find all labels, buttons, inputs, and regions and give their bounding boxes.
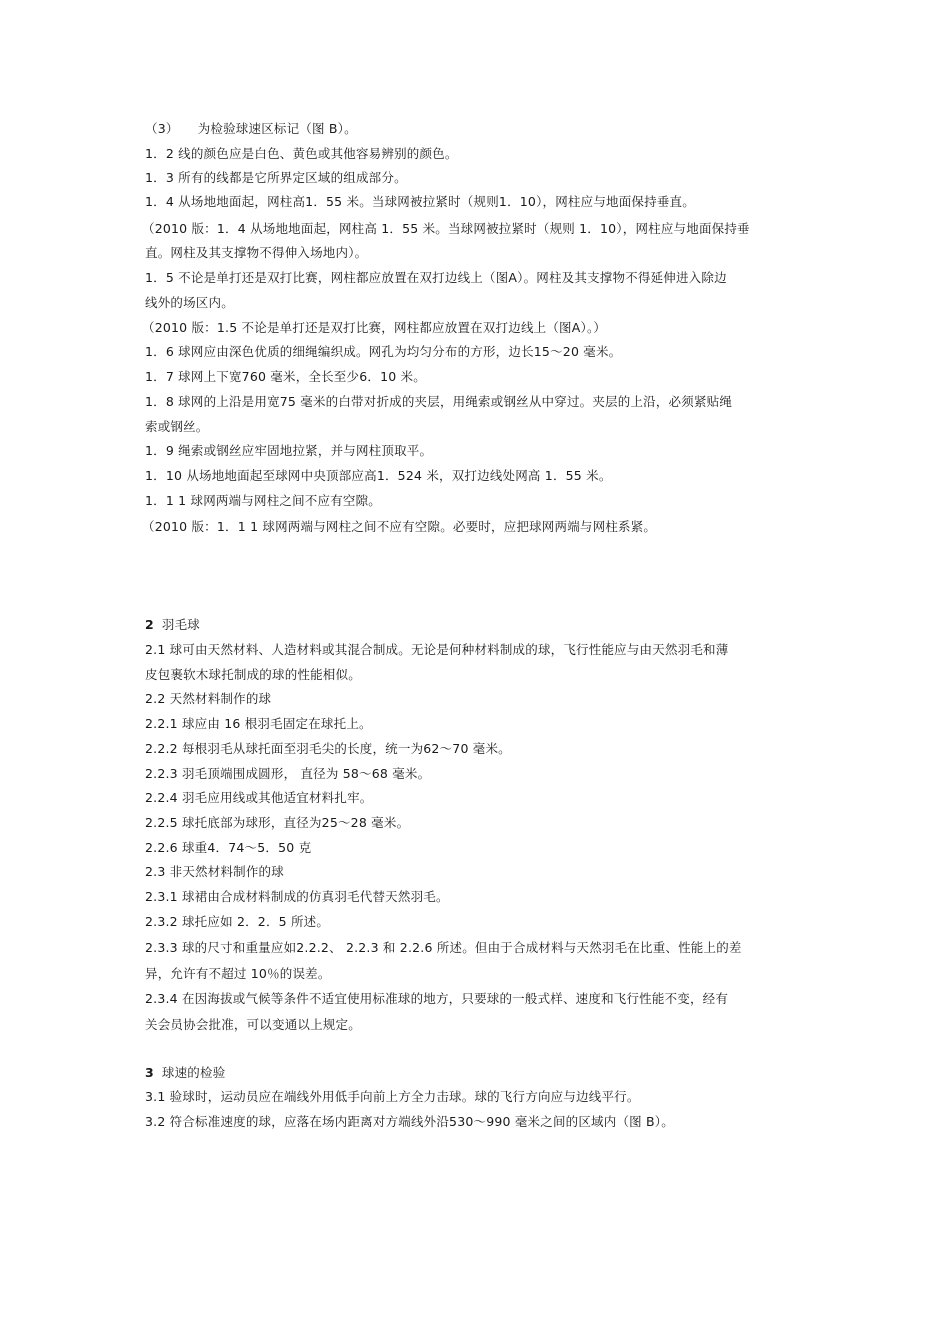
text-line: 1．3 所有的线都是它所界定区域的组成部分。: [145, 170, 407, 185]
text-line: 2.2 天然材料制作的球: [145, 691, 272, 706]
text-line: 1．2 线的颜色应是白色、黄色或其他容易辨别的颜色。: [145, 146, 458, 161]
text-line: 直。网柱及其支撑物不得伸入场地内）。: [145, 245, 368, 260]
text-line: 2.2.2 每根羽毛从球托面至羽毛尖的长度，统一为62～70 毫米。: [145, 741, 511, 756]
section-title: 球速的检验: [161, 1065, 226, 1080]
text-line: 1．7 球网上下宽760 毫米，全长至少6．10 米。: [145, 369, 426, 384]
text-line: 2.3.1 球裙由合成材料制成的仿真羽毛代替天然羽毛。: [145, 889, 449, 904]
text-line: （2010 版：1.5 不论是单打还是双打比赛，网柱都应放置在双打边线上（图A）。）: [142, 320, 607, 335]
text-line: 索或钢丝。: [145, 419, 209, 434]
text-line: 2.2.5 球托底部为球形，直径为25～28 毫米。: [145, 815, 410, 830]
text-line: 2.2.3 羽毛顶端围成圆形， 直径为 58～68 毫米。: [145, 766, 431, 781]
text-line: 异，允许有不超过 10％的误差。: [145, 966, 331, 981]
section-heading: [145, 617, 200, 633]
text-line: 2.3 非天然材料制作的球: [145, 864, 284, 879]
text-line: 2.1 球可由天然材料、人造材料或其混合制成。无论是何种材料制成的球，飞行性能应与由天然羽毛和薄: [145, 642, 729, 657]
text-line: 1．8 球网的上沿是用宽75 毫米的白带对折成的夹层，用绳索或钢丝从中穿过。夹层的上沿，必须紧贴绳: [145, 394, 733, 409]
section-number: 3: [145, 1065, 154, 1080]
text-line: 1．9 绳索或钢丝应牢固地拉紧，并与网柱顶取平。: [145, 443, 433, 458]
section-heading: [145, 1065, 225, 1081]
text-line: 2.3.3 球的尺寸和重量应如2.2.2、 2.2.3 和 2.2.6 所述。但由于合成材料与天然羽毛在比重、性能上的差: [145, 940, 742, 955]
text-line: 1．5 不论是单打还是双打比赛，网柱都应放置在双打边线上（图A）。网柱及其支撑物不得延伸进入除边: [145, 270, 727, 285]
text-line: 1．6 球网应由深色优质的细绳编织成。网孔为均匀分布的方形，边长15～20 毫米。: [145, 344, 622, 359]
text-line: 关会员协会批准，可以变通以上规定。: [145, 1017, 361, 1032]
text-line: （3） 为检验球速区标记（图 B）。: [145, 121, 357, 136]
text-line: 3.1 验球时，运动员应在端线外用低手向前上方全力击球。球的飞行方向应与边线平行。: [145, 1089, 640, 1104]
section-number: 2: [145, 617, 154, 632]
text-line: 2.3.2 球托应如 2．2．5 所述。: [145, 914, 330, 929]
text-line: 1．10 从场地地面起至球网中央顶部应高1．524 米，双打边线处网高 1．55 米。: [145, 468, 612, 483]
text-line: 2.2.6 球重4．74～5．50 克: [145, 840, 312, 855]
text-line: 皮包裹软木球托制成的球的性能相似。: [145, 667, 361, 682]
text-line: （2010 版：1．4 从场地地面起，网柱高 1．55 米。当球网被拉紧时（规则 1．10），网柱应与地面保持垂: [142, 221, 750, 236]
text-line: （2010 版：1．1 1 球网两端与网柱之间不应有空隙。必要时，应把球网两端与网柱系紧。: [142, 519, 657, 534]
section-title: 羽毛球: [161, 617, 201, 632]
text-line: 1．1 1 球网两端与网柱之间不应有空隙。: [145, 493, 382, 508]
text-line: 2.2.1 球应由 16 根羽毛固定在球托上。: [145, 716, 372, 731]
text-line: 线外的场区内。: [145, 295, 234, 310]
text-line: 3.2 符合标准速度的球，应落在场内距离对方端线外沿530～990 毫米之间的区域内（图 B）。: [145, 1114, 674, 1129]
text-line: 2.2.4 羽毛应用线或其他适宜材料扎牢。: [145, 790, 373, 805]
text-line: 2.3.4 在因海拔或气候等条件不适宜使用标准球的地方，只要球的一般式样、速度和飞行性能不变，经有: [145, 991, 729, 1006]
text-line: 1．4 从场地地面起，网柱高1．55 米。当球网被拉紧时（规则1．10），网柱应与地面保持垂直。: [145, 194, 695, 209]
